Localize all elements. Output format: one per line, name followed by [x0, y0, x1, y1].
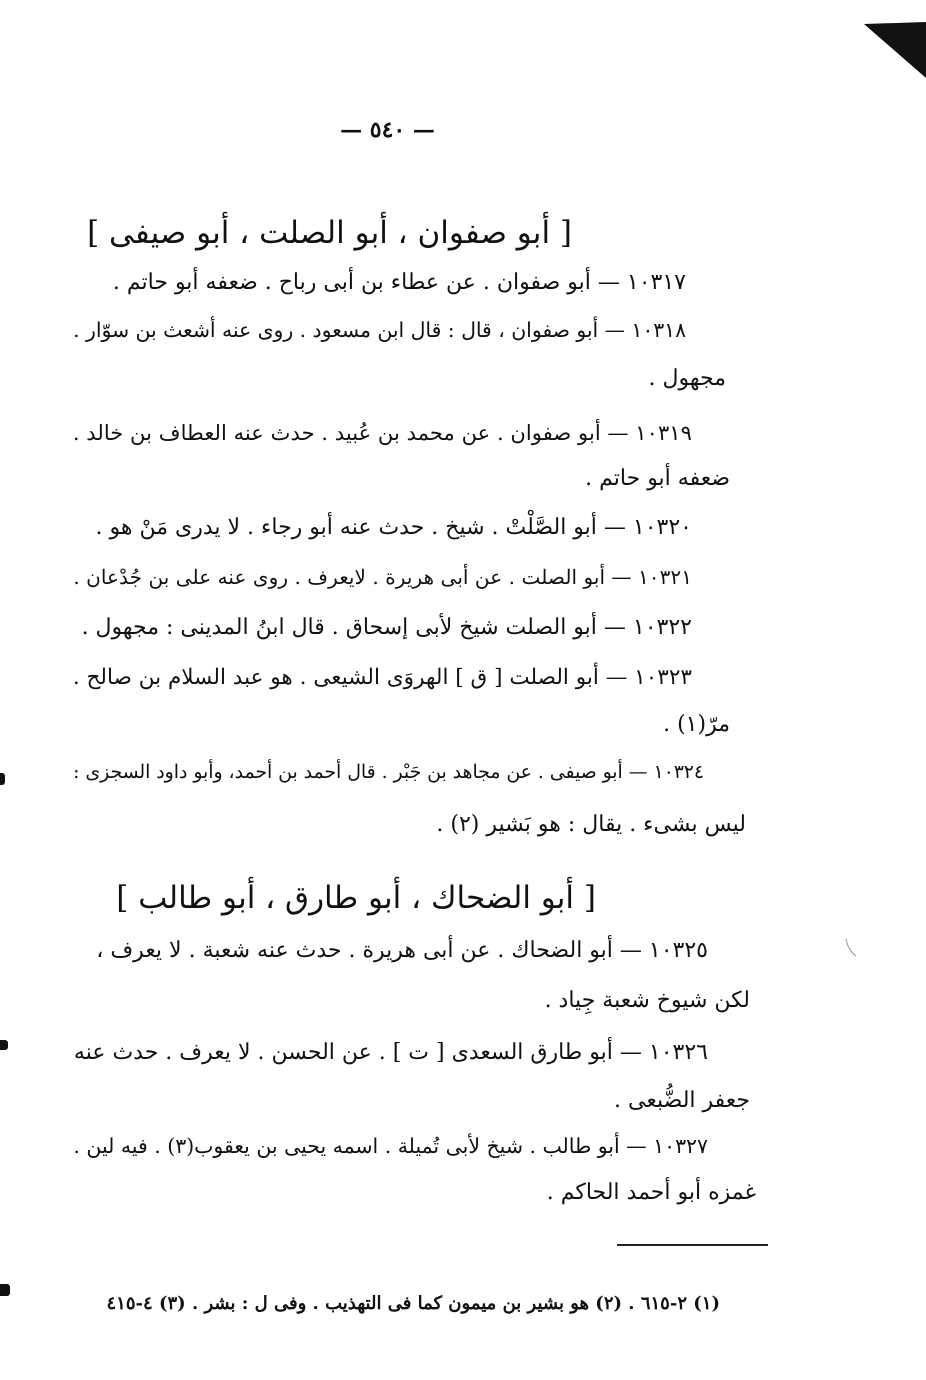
entry-line: ١٠٣١٧ — أبو صفوان . عن عطاء بن أبى رباح . ضعفه أبو حاتم . — [112, 270, 686, 295]
entry-line: ضعفه أبو حاتم . — [585, 466, 730, 491]
entry-line: ١٠٣٢٦ — أبو طارق السعدى [ ت ] . عن الحسن . لا يعرف . حدث عنه — [73, 1040, 708, 1065]
entry-line: ١٠٣٢٧ — أبو طالب . شيخ لأبى تُميلة . اسمه يحيى بن يعقوب(٣) . فيه لين . — [73, 1134, 708, 1158]
entry-line: ١٠٣١٨ — أبو صفوان ، قال : قال ابن مسعود . روى عنه أشعث بن سوّار . — [73, 318, 686, 342]
entry-line: ليس بشىء . يقال : هو بَشير (٢) . — [436, 812, 746, 837]
entry-line: مجهول . — [648, 366, 726, 391]
entry-line: ١٠٣١٩ — أبو صفوان . عن محمد بن عُبيد . حدث عنه العطاف بن خالد . — [72, 420, 692, 445]
entry-line: غمزه أبو أحمد الحاكم . — [546, 1180, 756, 1205]
entry-line: مرّ(١) . — [663, 712, 730, 737]
pencil-mark — [844, 938, 858, 958]
entry-line: لكن شيوخ شعبة جِياد . — [544, 988, 750, 1013]
edge-mark — [0, 1284, 10, 1296]
corner-mark — [864, 22, 926, 78]
section-heading: [ أبو صفوان ، أبو الصلت ، أبو صيفى ] — [87, 215, 572, 251]
footnote-rule — [617, 1244, 768, 1246]
page-number: — ٥٤٠ — — [340, 117, 435, 143]
entry-line: ١٠٣٢٣ — أبو الصلت [ ق ] الهروَى الشيعى . هو عبد السلام بن صالح . — [72, 665, 692, 690]
entry-line: ١٠٣٢٢ — أبو الصلت شيخ لأبى إسحاق . قال ابنُ المدينى : مجهول . — [81, 615, 692, 640]
entry-line: ١٠٣٢٤ — أبو صيفى . عن مجاهد بن جَبْر . قال أحمد بن أحمد، وأبو داود السجزى : — [73, 762, 704, 783]
section-heading: [ أبو الضحاك ، أبو طارق ، أبو طالب ] — [116, 880, 596, 916]
footnotes: (١) ٢-٦١٥ . (٢) هو بشير بن ميمون كما فى التهذيب . وفى ل : بشر . (٣) ٤-٤١٥ — [106, 1293, 720, 1314]
entry-line: ١٠٣٢٠ — أبو الصَّلْتْ . شيخ . حدث عنه أبو رجاء . لا يدرى مَنْ هو . — [95, 515, 692, 540]
entry-line: ١٠٣٢٥ — أبو الضحاك . عن أبى هريرة . حدث عنه شعبة . لا يعرف ، — [96, 938, 708, 963]
edge-mark — [0, 773, 5, 785]
edge-mark — [0, 1040, 8, 1050]
entry-line: جعفر الضُّبعى . — [614, 1088, 750, 1113]
entry-line: ١٠٣٢١ — أبو الصلت . عن أبى هريرة . لايعرف . روى عنه على بن جُدْعان . — [73, 565, 692, 589]
